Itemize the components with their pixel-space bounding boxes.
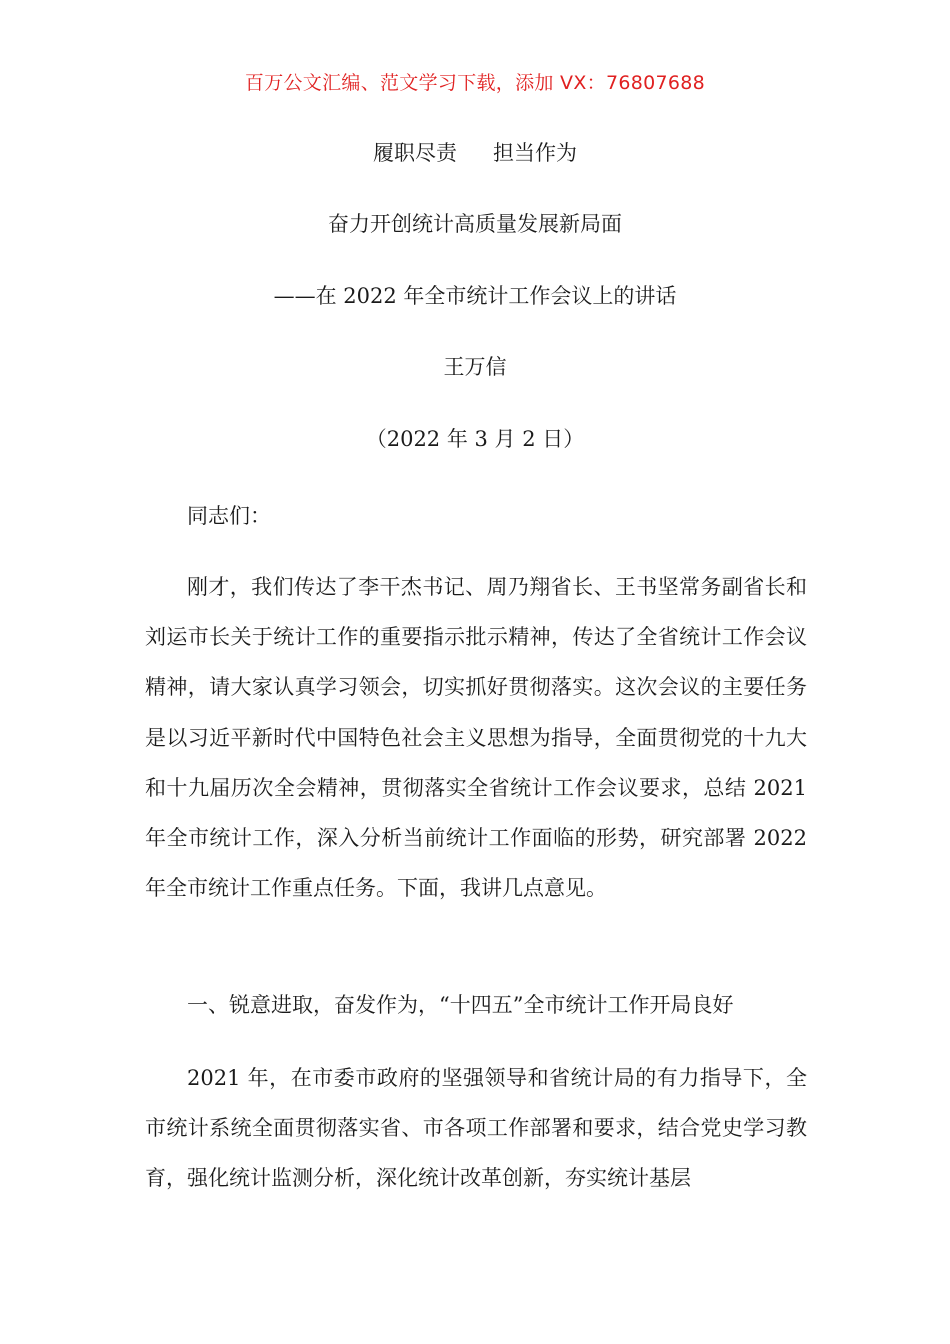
section-heading-1: 一、锐意进取，奋发作为，“十四五”全市统计工作开局良好	[187, 993, 734, 1017]
download-banner: 百万公文汇编、范文学习下载，添加 VX：76807688	[244, 72, 706, 94]
document-title-line-1	[0, 138, 950, 168]
title-part-2: 担当作为	[493, 141, 577, 165]
title-part-1: 履职尽责	[373, 141, 457, 165]
body-paragraph-1: 刚才，我们传达了李干杰书记、周乃翔省长、王书坚常务副省长和刘运市长关于统计工作的重要指示批示精神，传达了全省统计工作会议精神，请大家认真学习领会，切实抓好贯彻落实。这次会议的主要任务是以习近平新时代中国特色社会主义思想为指导，全面贯彻党的十九大和十九届历次全会精神，贯彻落实全省统计工作会议要求，总结 2021 年全市统计工作，深入分析当前统计工作面临的形势，研究部署 2022 年全市统计工作重点任务。下面，我讲几点意见。	[145, 575, 807, 901]
author-name: 王万信	[443, 355, 507, 379]
body-paragraph-2: 2021 年，在市委市政府的坚强领导和省统计局的有力指导下，全市统计系统全面贯彻落实省、市各项工作部署和要求，结合党史学习教育，强化统计监测分析，深化统计改革创新，夯实统计基层	[145, 1066, 807, 1191]
speech-date: （2022 年 3 月 2 日）	[365, 427, 585, 451]
document-title-line-2: 奋力开创统计高质量发展新局面	[328, 212, 622, 236]
document-subtitle: ——在 2022 年全市统计工作会议上的讲话	[273, 284, 677, 308]
salutation: 同志们：	[187, 504, 271, 528]
